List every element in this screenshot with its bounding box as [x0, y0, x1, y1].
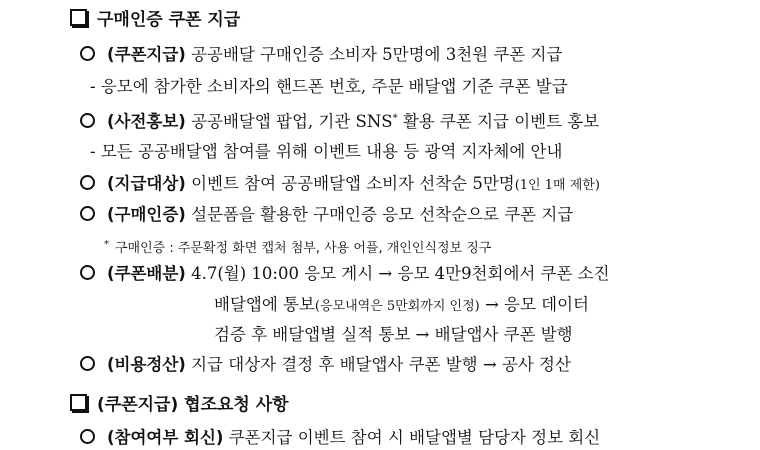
item-text: 4.7(월) 10:00 응모 게시 → 응모 4만9천회에서 쿠폰 소진: [191, 264, 610, 283]
continuation-line-2: [214, 323, 573, 347]
continuation-line-1: [214, 293, 589, 319]
footnote-text: 구매인증 : 주문확정 화면 캡처 첨부, 사용 어플, 개인인식정보 징구: [115, 241, 492, 256]
item-label: (비용정산): [107, 355, 186, 374]
bullet-item-purchase-verify: [80, 203, 573, 227]
circle-bullet-icon: [80, 206, 95, 221]
item-text: 지급 대상자 결정 후 배달앱사 쿠폰 발행 → 공사 정산: [191, 355, 571, 374]
checkbox-square-icon: [70, 9, 87, 26]
item-text-cont: 활용 쿠폰 지급 이벤트 홍보: [397, 112, 600, 131]
circle-bullet-icon: [80, 46, 95, 61]
item-note: (1인 1매 제한): [514, 178, 600, 193]
section-heading-coupon-issue: [70, 8, 240, 32]
bullet-item-cost-settlement: [80, 353, 571, 377]
continuation-text: 검증 후 배달앱별 실적 통보 → 배달앱사 쿠폰 발행: [214, 325, 573, 344]
circle-bullet-icon: [80, 175, 95, 190]
item-label: (쿠폰지급): [107, 45, 186, 64]
sub-item-phone-number: [90, 75, 568, 99]
item-label: (구매인증): [107, 205, 186, 224]
item-text: 공공배달 구매인증 소비자 5만명에 3천원 쿠폰 지급: [191, 45, 563, 64]
section-heading-cooperation: [70, 393, 289, 417]
item-label: (지급대상): [107, 174, 186, 193]
item-text: 설문폼을 활용한 구매인증 응모 선착순으로 쿠폰 지급: [191, 205, 574, 224]
bullet-item-target: [80, 172, 600, 198]
footnote-asterisk: *: [392, 113, 398, 124]
item-label: (참여여부 회신): [107, 428, 224, 447]
asterisk-marker: *: [104, 239, 109, 250]
continuation-note: (응모내역은 5만회까지 인정): [314, 299, 480, 314]
continuation-text: 배달앱에 통보: [214, 295, 315, 314]
item-label: (쿠폰배분): [107, 264, 186, 283]
sub-item-regional-notice: [90, 140, 562, 164]
sub-item-text: - 모든 공공배달앱 참여를 위해 이벤트 내용 등 광역 지자체에 안내: [90, 142, 563, 161]
item-text: 쿠폰지급 이벤트 참여 시 배달앱별 담당자 정보 회신: [228, 428, 601, 447]
circle-bullet-icon: [80, 113, 95, 128]
circle-bullet-icon: [80, 356, 95, 371]
footnote-purchase-verify: [104, 233, 491, 261]
bullet-item-coupon-issue: [80, 43, 562, 67]
bullet-item-pre-promotion: [80, 107, 599, 134]
item-text: 공공배달앱 팝업, 기관 SNS: [191, 112, 393, 131]
circle-bullet-icon: [80, 429, 95, 444]
item-text: 이벤트 참여 공공배달앱 소비자 선착순 5만명: [191, 174, 515, 193]
circle-bullet-icon: [80, 265, 95, 280]
bullet-item-participation-reply: [80, 426, 600, 450]
bullet-item-coupon-distribution: [80, 262, 610, 286]
section-title: 구매인증 쿠폰 지급: [97, 10, 241, 30]
continuation-text-cont: → 응모 데이터: [479, 295, 589, 314]
item-label: (사전홍보): [107, 112, 186, 131]
section-title: (쿠폰지급) 협조요청 사항: [97, 395, 289, 415]
sub-item-text: - 응모에 참가한 소비자의 핸드폰 번호, 주문 배달앱 기준 쿠폰 발급: [90, 77, 568, 96]
checkbox-square-icon: [70, 394, 87, 411]
